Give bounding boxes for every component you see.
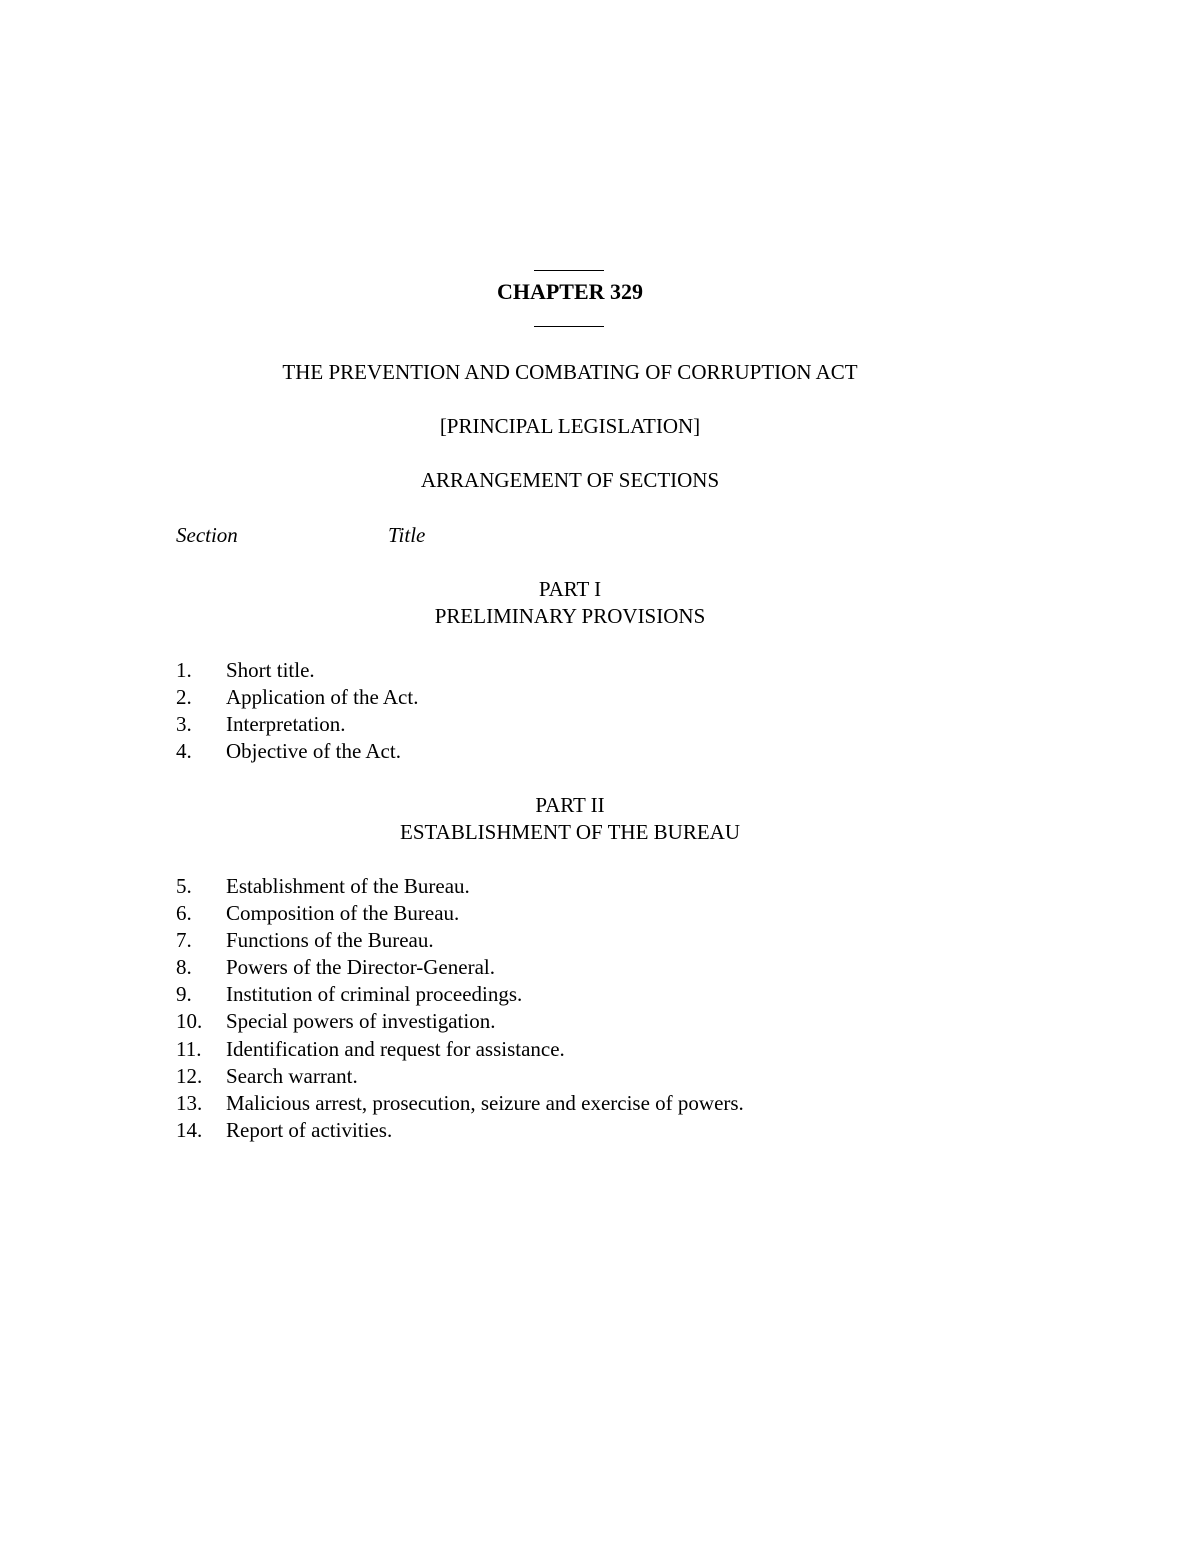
section-title: Application of the Act. xyxy=(226,685,419,710)
part-1-name: PRELIMINARY PROVISIONS xyxy=(434,604,706,628)
act-title: THE PREVENTION AND COMBATING OF CORRUPTION ACT xyxy=(282,360,858,384)
part-2-name: ESTABLISHMENT OF THE BUREAU xyxy=(400,820,740,844)
section-number: 1. xyxy=(176,658,192,682)
section-number: 9. xyxy=(176,982,192,1007)
chapter-rule-bottom xyxy=(534,326,604,327)
section-item xyxy=(176,927,1076,954)
section-title: Search warrant. xyxy=(226,1063,358,1088)
section-title: Short title. xyxy=(226,658,315,682)
section-item xyxy=(176,981,1076,1008)
section-number: 2. xyxy=(176,685,192,710)
section-item xyxy=(176,684,1076,711)
section-column-header: Section xyxy=(176,523,238,547)
section-title: Establishment of the Bureau. xyxy=(226,874,470,898)
part-1-section-list xyxy=(176,657,1076,765)
section-title: Institution of criminal proceedings. xyxy=(226,982,523,1007)
section-number: 5. xyxy=(176,874,192,898)
section-item xyxy=(176,657,1076,684)
section-title: Objective of the Act. xyxy=(226,739,401,764)
arrangement-heading: ARRANGEMENT OF SECTIONS xyxy=(420,468,720,492)
section-number: 14. xyxy=(176,1117,203,1142)
section-title: Composition of the Bureau. xyxy=(226,901,460,926)
part-2-label: PART II xyxy=(535,793,605,817)
section-item xyxy=(176,1117,1076,1144)
section-title: Malicious arrest, prosecution, seizure and exercise of powers. xyxy=(226,1090,744,1115)
section-title: Interpretation. xyxy=(226,712,346,737)
section-number: 8. xyxy=(176,955,192,980)
section-number: 10. xyxy=(176,1009,203,1034)
section-number: 4. xyxy=(176,739,192,764)
section-title: Functions of the Bureau. xyxy=(226,928,434,953)
section-number: 3. xyxy=(176,712,192,737)
section-item xyxy=(176,1063,1076,1090)
section-item xyxy=(176,1036,1076,1063)
section-number: 11. xyxy=(176,1036,202,1061)
part-1-label: PART I xyxy=(538,577,602,601)
section-title: Powers of the Director-General. xyxy=(226,955,495,980)
title-column-header: Title xyxy=(388,523,426,547)
chapter-rule-top xyxy=(534,270,604,271)
section-number: 6. xyxy=(176,901,192,926)
section-item xyxy=(176,900,1076,927)
chapter-heading: CHAPTER 329 xyxy=(496,279,644,304)
part-2-section-list xyxy=(176,873,1076,1144)
section-title: Identification and request for assistance. xyxy=(226,1036,565,1061)
section-title: Report of activities. xyxy=(226,1117,393,1142)
section-title: Special powers of investigation. xyxy=(226,1009,496,1034)
section-item xyxy=(176,738,1076,765)
legislation-type: [PRINCIPAL LEGISLATION] xyxy=(439,414,701,438)
section-number: 13. xyxy=(176,1090,203,1115)
section-item xyxy=(176,873,1076,900)
section-item xyxy=(176,1090,1076,1117)
section-item xyxy=(176,954,1076,981)
section-item xyxy=(176,1008,1076,1035)
section-item xyxy=(176,711,1076,738)
section-number: 12. xyxy=(176,1063,203,1088)
section-number: 7. xyxy=(176,928,192,953)
